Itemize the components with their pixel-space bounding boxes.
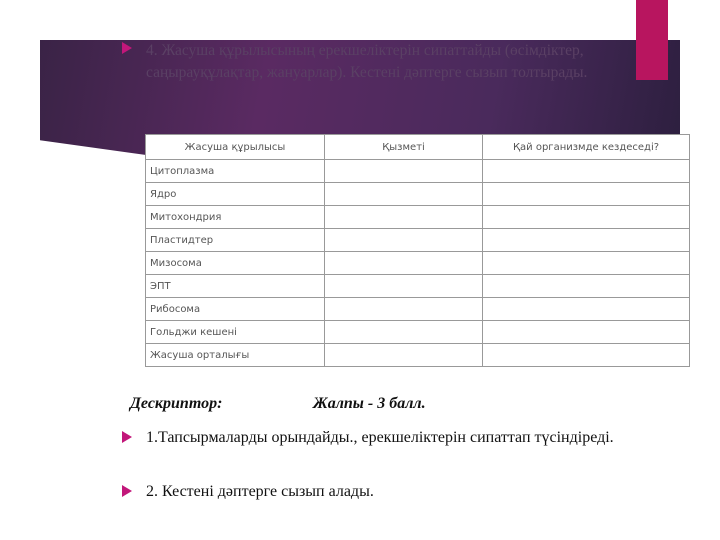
accent-bar (636, 0, 668, 80)
bullet-arrow-icon (122, 485, 132, 497)
organism-cell[interactable] (483, 275, 690, 298)
function-cell[interactable] (325, 321, 483, 344)
function-cell[interactable] (325, 160, 483, 183)
bullet-item: 1.Тапсырмаларды орындайды., ерекшеліктерін сипаттап түсіндіреді. (146, 429, 614, 446)
table-row (146, 275, 690, 298)
structure-cell: Гольджи кешені (146, 321, 325, 344)
structure-cell: Рибосома (146, 298, 325, 321)
structure-cell: Митохондрия (146, 206, 325, 229)
descriptor-label: Дескриптор: (130, 395, 223, 412)
structure-cell: Мизосома (146, 252, 325, 275)
bullet-item: 2. Кестені дәптерге сызып алады. (146, 483, 374, 500)
table-row (146, 344, 690, 367)
function-cell[interactable] (325, 229, 483, 252)
bullet-arrow-icon (122, 42, 132, 54)
organism-cell[interactable] (483, 298, 690, 321)
table-header: Қызметі (325, 135, 483, 160)
table-row (146, 183, 690, 206)
cell-structure-table (145, 134, 690, 367)
function-cell[interactable] (325, 206, 483, 229)
function-cell[interactable] (325, 344, 483, 367)
organism-cell[interactable] (483, 344, 690, 367)
organism-cell[interactable] (483, 206, 690, 229)
table-row (146, 160, 690, 183)
table-row (146, 206, 690, 229)
organism-cell[interactable] (483, 252, 690, 275)
organism-cell[interactable] (483, 229, 690, 252)
table-row (146, 229, 690, 252)
table-header: Қай организмде кездеседі? (483, 135, 690, 160)
function-cell[interactable] (325, 275, 483, 298)
bullet-arrow-icon (122, 431, 132, 443)
function-cell[interactable] (325, 183, 483, 206)
function-cell[interactable] (325, 252, 483, 275)
structure-cell: Цитоплазма (146, 160, 325, 183)
function-cell[interactable] (325, 298, 483, 321)
table-header: Жасуша құрылысы (146, 135, 325, 160)
structure-cell: ЭПТ (146, 275, 325, 298)
task-text: 4. Жасуша құрылысының ерекшеліктерін сипаттайды (өсімдіктер, саңырауқұлақтар, жануарлар). Кестені дәптерге сызып толтырады. (146, 42, 588, 81)
descriptor-total: Жалпы - 3 балл. (313, 395, 426, 412)
table-row (146, 252, 690, 275)
structure-cell: Пластидтер (146, 229, 325, 252)
structure-cell: Жасуша орталығы (146, 344, 325, 367)
organism-cell[interactable] (483, 160, 690, 183)
table-row (146, 298, 690, 321)
organism-cell[interactable] (483, 183, 690, 206)
structure-cell: Ядро (146, 183, 325, 206)
table-row (146, 321, 690, 344)
organism-cell[interactable] (483, 321, 690, 344)
